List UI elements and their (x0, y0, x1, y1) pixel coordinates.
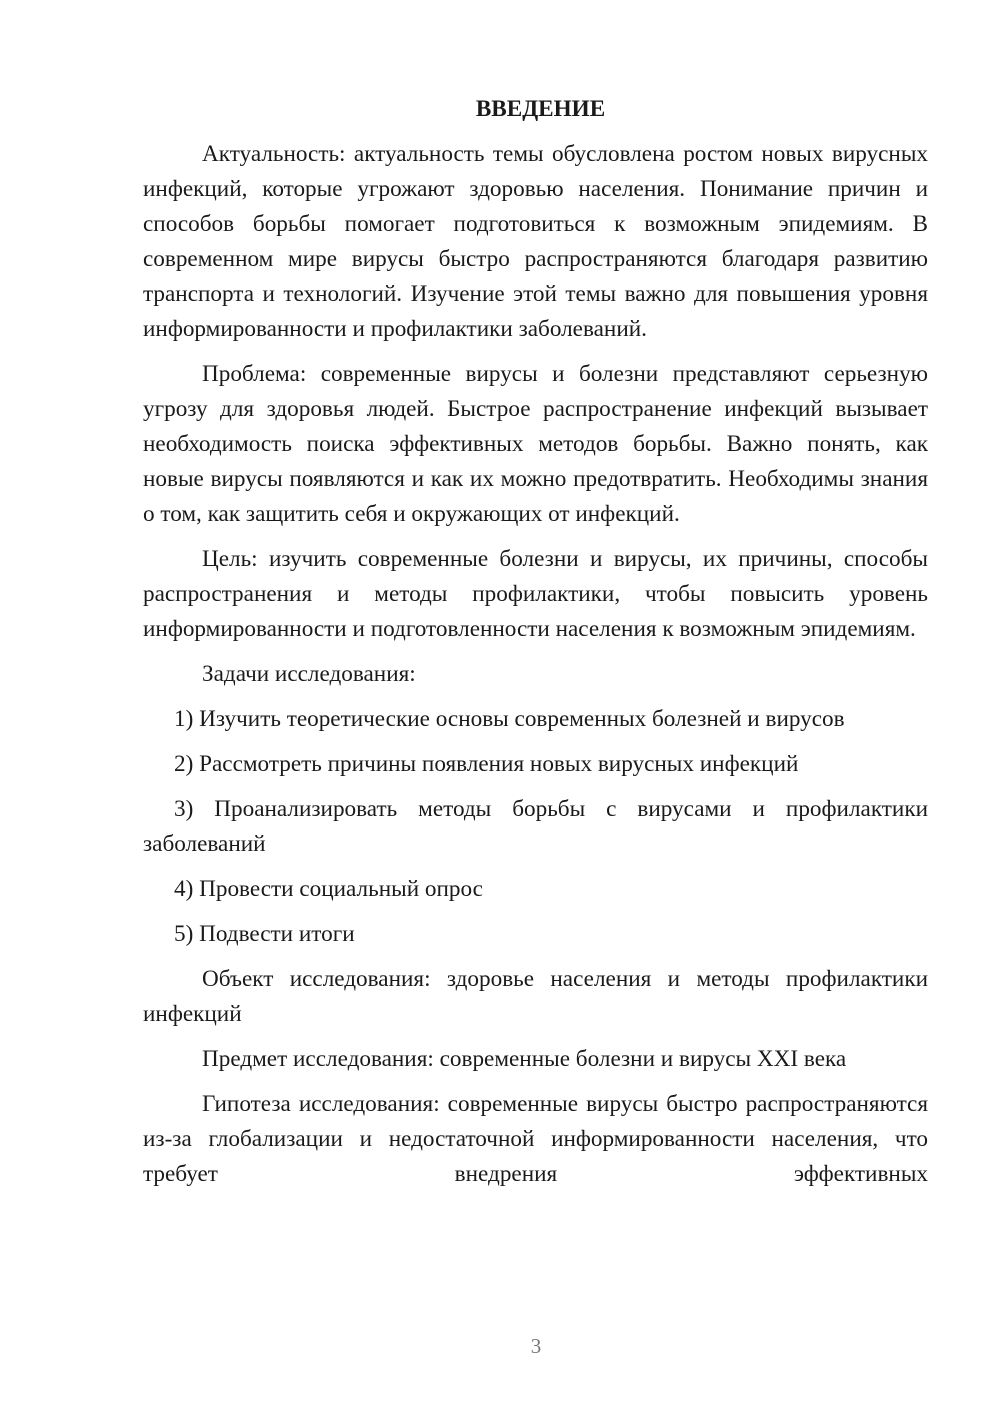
task-item: 2) Рассмотреть причины появления новых вирусных инфекций (174, 751, 799, 777)
object-paragraph: Объект исследования: здоровье населения и методы профилактики инфекций (143, 966, 928, 1027)
tasks-heading: Задачи исследования: (202, 661, 416, 687)
page-body (143, 92, 928, 1192)
page-number: 3 (530, 1334, 542, 1358)
hypothesis-paragraph: Гипотеза исследования: современные вирусы быстро распространяются из-за глобализации и недостаточной информированности населения, что требует внедрения эффективных (143, 1091, 928, 1187)
problem-paragraph: Проблема: современные вирусы и болезни представляют серьезную угрозу для здоровья людей. Быстрое распространение инфекций вызывает необходимость поиска эффективных методов борьбы. Важно понять, как новые вирусы появляются и как их можно предотвратить. Необходимы знания о том, как защитить себя и окружающих от инфекций. (143, 361, 928, 527)
task-item: 4) Провести социальный опрос (174, 876, 483, 902)
task-item: 3) Проанализировать методы борьбы с вирусами и профилактики заболеваний (143, 796, 928, 857)
goal-paragraph: Цель: изучить современные болезни и вирусы, их причины, способы распространения и методы профилактики, чтобы повысить уровень информированности и подготовленности населения к возможным эпидемиям. (143, 546, 928, 642)
section-title: ВВЕДЕНИЕ (475, 96, 606, 122)
relevance-paragraph: Актуальность: актуальность темы обусловлена ростом новых вирусных инфекций, которые угрожают здоровью населения. Понимание причин и способов борьбы помогает подготовиться к возможным эпидемиям. В современном мире вирусы быстро распространяются благодаря развитию транспорта и технологий. Изучение этой темы важно для повышения уровня информированности и профилактики заболеваний. (143, 141, 928, 342)
subject-paragraph: Предмет исследования: современные болезни и вирусы XXI века (202, 1046, 847, 1072)
task-item: 5) Подвести итоги (174, 921, 355, 947)
task-item: 1) Изучить теоретические основы современных болезней и вирусов (174, 706, 845, 732)
tasks-list (143, 702, 928, 952)
